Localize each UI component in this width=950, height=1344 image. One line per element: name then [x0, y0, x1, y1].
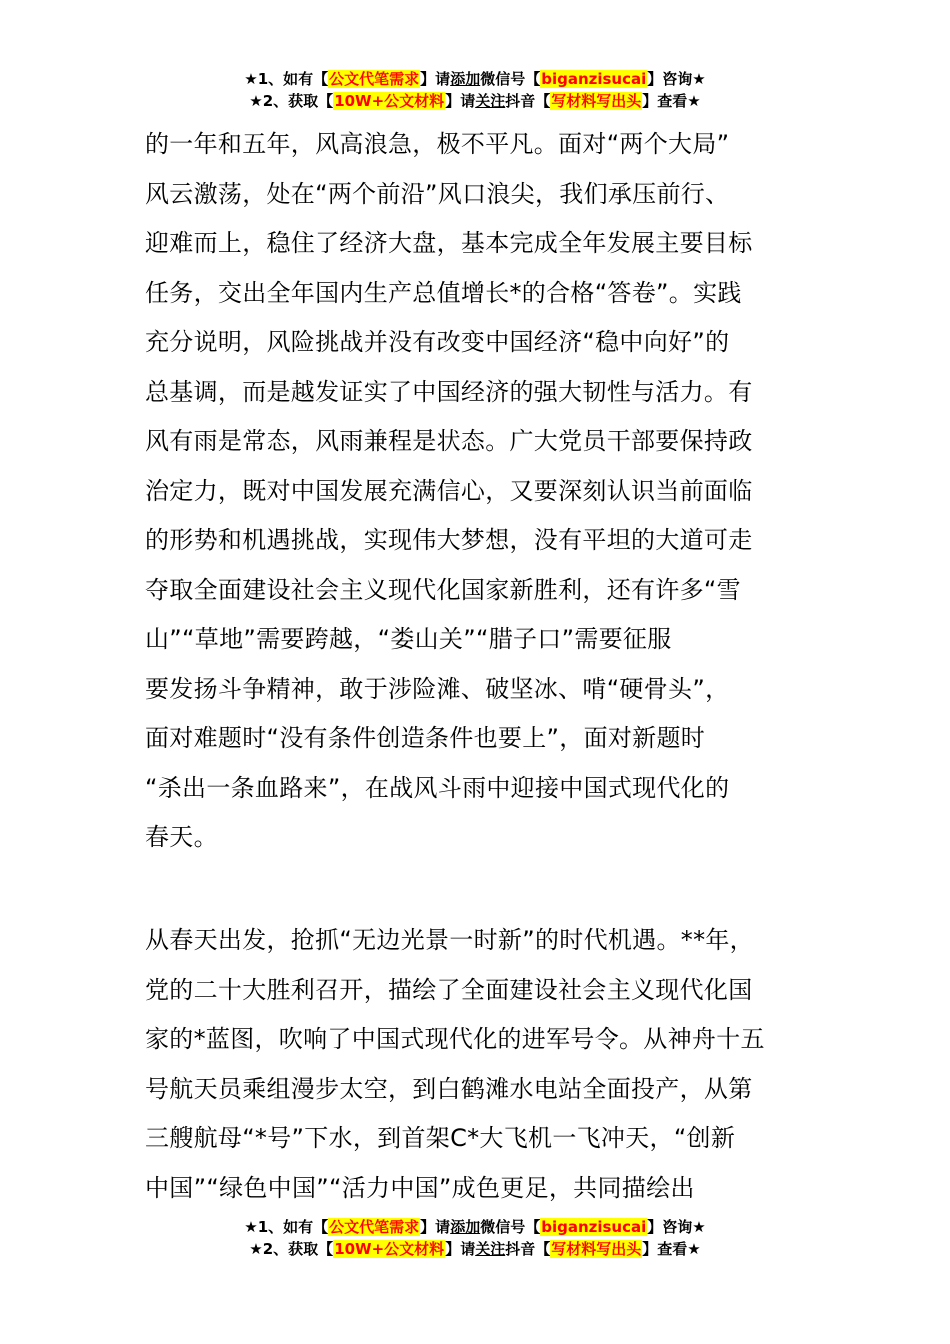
- text-line: 治定力，既对中国发展充满信心，又要深刻认识当前面临: [145, 476, 753, 505]
- text-line: 的一年和五年，风高浪急，极不平凡。面对“两个大局”: [145, 130, 730, 158]
- banner-line-1: [0, 68, 950, 90]
- banner-text: 微信号【: [480, 70, 541, 88]
- banner-text: 】查看★: [642, 1240, 701, 1258]
- banner-text: 】请: [445, 1240, 476, 1258]
- text-line: 风有雨是常态，风雨兼程是状态。广大党员干部要保持政: [145, 427, 753, 455]
- text-line: 家的*蓝图，吹响了中国式现代化的进军号令。从神舟十五: [145, 1025, 765, 1053]
- banner-text: 】咨询★: [647, 1218, 706, 1236]
- text-line: “杀出一条血路来”，在战风斗雨中迎接中国式现代化的: [145, 773, 730, 802]
- footer-banner: [0, 1216, 950, 1260]
- banner-text: 抖音【: [505, 1240, 551, 1258]
- highlight-ghostwriting: 公文代笔需求: [329, 1218, 420, 1236]
- banner-text: 】请: [420, 70, 451, 88]
- text-line: 风云激荡，处在“两个前沿”风口浪尖，我们承压前行、: [145, 179, 730, 208]
- highlight-wechat-id: biganzisucai: [541, 1218, 647, 1236]
- body-paragraph-1: [145, 120, 815, 863]
- highlight-wechat-id: biganzisucai: [541, 70, 647, 88]
- banner-text: 】请: [420, 1218, 451, 1236]
- text-line: 的形势和机遇挑战，实现伟大梦想，没有平坦的大道可走: [145, 526, 753, 554]
- underlined-word: 关注: [475, 92, 506, 110]
- highlight-douyin-account: 写材料写出头: [551, 1240, 642, 1258]
- text-line: 三艘航母“*号”下水，到首架C*大飞机一飞冲天，“创新: [145, 1124, 736, 1152]
- underlined-word: 关注: [475, 1240, 506, 1258]
- banner-line-2: [0, 1238, 950, 1260]
- text-line: 总基调，而是越发证实了中国经济的强大韧性与活力。有: [145, 377, 753, 406]
- header-banner: [0, 68, 950, 112]
- banner-text: 】请: [445, 92, 476, 110]
- text-line: 从春天出发，抢抓“无边光景一时新”的时代机遇。**年，: [145, 926, 754, 954]
- highlight-materials: 10W+公文材料: [334, 1240, 445, 1258]
- text-line: 充分说明，风险挑战并没有改变中国经济“稳中向好”的: [145, 328, 730, 356]
- body-paragraph-2: [145, 916, 815, 1213]
- underlined-word: 添加: [450, 70, 481, 88]
- text-line: 面对难题时“没有条件创造条件也要上”，面对新题时: [145, 724, 706, 752]
- banner-text: 微信号【: [480, 1218, 541, 1236]
- banner-text: ★1、如有【: [244, 1218, 329, 1236]
- banner-text: ★2、获取【: [249, 1240, 334, 1258]
- text-line: 山”“草地”需要跨越，“娄山关”“腊子口”需要征服: [145, 625, 672, 653]
- banner-text: ★1、如有【: [244, 70, 329, 88]
- highlight-ghostwriting: 公文代笔需求: [329, 70, 420, 88]
- banner-text: 】咨询★: [647, 70, 706, 88]
- text-line: 夺取全面建设社会主义现代化国家新胜利，还有许多“雪: [145, 575, 741, 604]
- banner-line-1: [0, 1216, 950, 1238]
- highlight-materials: 10W+公文材料: [334, 92, 445, 110]
- text-line: 要发扬斗争精神，敢于涉险滩、破坚冰、啃“硬骨头”，: [145, 674, 730, 703]
- text-line: 号航天员乘组漫步太空，到白鹤滩水电站全面投产，从第: [145, 1074, 753, 1103]
- banner-line-2: [0, 90, 950, 112]
- highlight-douyin-account: 写材料写出头: [551, 92, 642, 110]
- text-line: 中国”“绿色中国”“活力中国”成色更足，共同描绘出: [145, 1173, 695, 1202]
- banner-text: 】查看★: [642, 92, 701, 110]
- banner-text: ★2、获取【: [249, 92, 334, 110]
- text-line: 党的二十大胜利召开，描绘了全面建设社会主义现代化国: [145, 975, 753, 1004]
- text-line: 春天。: [145, 823, 218, 851]
- text-line: 任务，交出全年国内生产总值增长*的合格“答卷”。实践: [145, 278, 742, 307]
- banner-text: 抖音【: [505, 92, 551, 110]
- underlined-word: 添加: [450, 1218, 481, 1236]
- text-line: 迎难而上，稳住了经济大盘，基本完成全年发展主要目标: [145, 229, 753, 257]
